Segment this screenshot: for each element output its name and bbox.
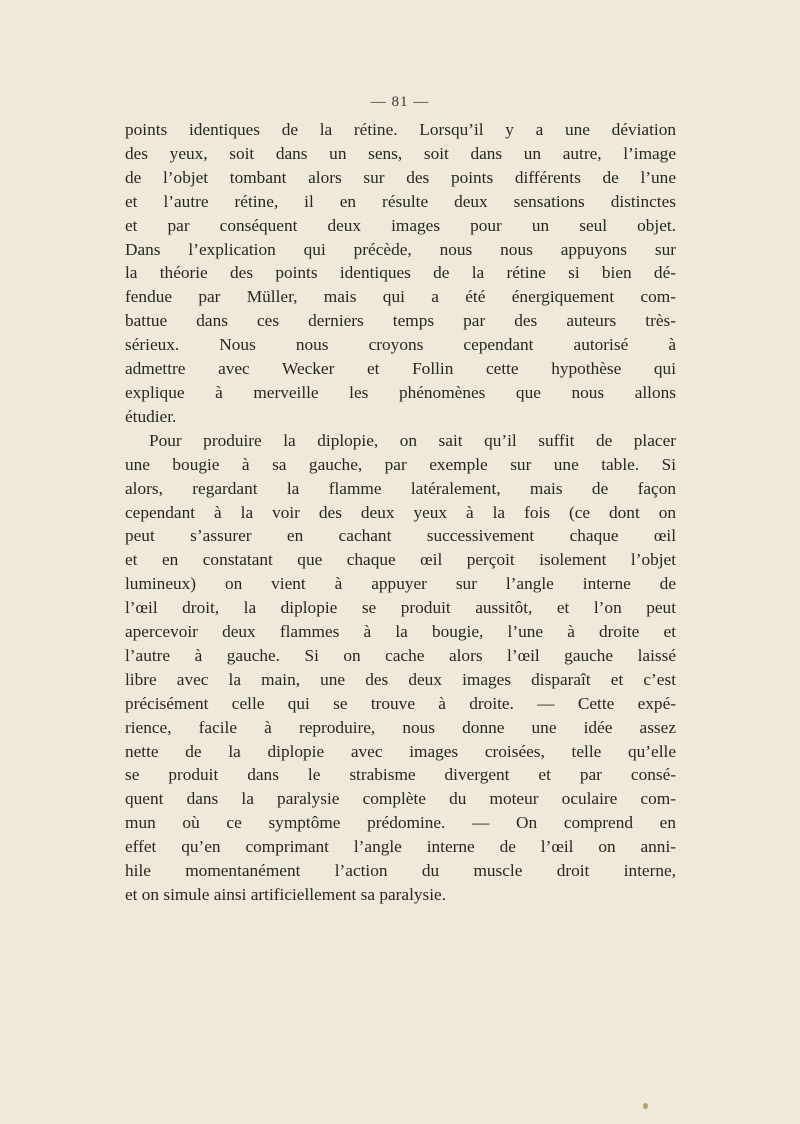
text-line: hile momentanément l’action du muscle droit interne, xyxy=(125,861,676,881)
paragraph-1 xyxy=(125,118,676,429)
text-line: de l’objet tombant alors sur des points différents de l’une xyxy=(125,167,676,187)
text-line: quent dans la paralysie complète du moteur oculaire com- xyxy=(125,789,676,809)
text-line: rience, facile à reproduire, nous donne une idée assez xyxy=(125,717,676,737)
text-line: battue dans ces derniers temps par des auteurs très- xyxy=(125,311,676,331)
text-line: et par conséquent deux images pour un seul objet. xyxy=(125,215,676,235)
text-line: une bougie à sa gauche, par exemple sur une table. Si xyxy=(125,454,676,474)
text-line: sérieux. Nous nous croyons cependant autorisé à xyxy=(125,335,676,355)
text-line: et on simule ainsi artificiellement sa paralysie. xyxy=(125,885,447,904)
text-line: et en constatant que chaque œil perçoit isolement l’objet xyxy=(125,550,676,570)
page-number: — 81 — xyxy=(370,94,430,110)
text-line: Pour produire la diplopie, on sait qu’il suffit de placer xyxy=(149,430,676,450)
text-line: des yeux, soit dans un sens, soit dans un autre, l’image xyxy=(125,143,676,163)
text-line: la théorie des points identiques de la rétine si bien dé- xyxy=(125,263,676,283)
text-line: l’autre à gauche. Si on cache alors l’œil gauche laissé xyxy=(125,645,676,665)
text-line: apercevoir deux flammes à la bougie, l’une à droite et xyxy=(125,622,676,642)
text-line: étudier. xyxy=(125,406,177,426)
text-line: explique à merveille les phénomènes que nous allons xyxy=(125,382,676,402)
paragraph-2 xyxy=(125,429,676,907)
text-line: Dans l’explication qui précède, nous nous appuyons sur xyxy=(125,239,676,259)
text-line: peut s’assurer en cachant successivement chaque œil xyxy=(125,526,676,546)
text-line: mun où ce symptôme prédomine. — On comprend en xyxy=(125,813,676,833)
text-line: lumineux) on vient à appuyer sur l’angle interne de xyxy=(125,574,676,594)
text-line: libre avec la main, une des deux images disparaît et c’est xyxy=(125,669,676,689)
text-line: cependant à la voir des deux yeux à la fois (ce dont on xyxy=(125,502,676,522)
text-line: points identiques de la rétine. Lorsqu’il y a une déviation xyxy=(125,120,676,139)
text-line: effet qu’en comprimant l’angle interne de l’œil on anni- xyxy=(125,837,676,857)
text-line: l’œil droit, la diplopie se produit aussitôt, et l’on peut xyxy=(125,598,676,618)
text-line: fendue par Müller, mais qui a été énergiquement com- xyxy=(125,287,676,307)
body-text xyxy=(125,118,676,907)
text-line: alors, regardant la flamme latéralement, mais de façon xyxy=(125,478,676,498)
text-line: nette de la diplopie avec images croisées, telle qu’elle xyxy=(125,741,676,761)
paper-speck xyxy=(643,1103,648,1109)
text-line: admettre avec Wecker et Follin cette hypothèse qui xyxy=(125,359,676,379)
text-line: se produit dans le strabisme divergent et par consé- xyxy=(125,765,676,785)
text-line: et l’autre rétine, il en résulte deux sensations distinctes xyxy=(125,191,676,211)
text-line: précisément celle qui se trouve à droite. — Cette expé- xyxy=(125,693,676,713)
